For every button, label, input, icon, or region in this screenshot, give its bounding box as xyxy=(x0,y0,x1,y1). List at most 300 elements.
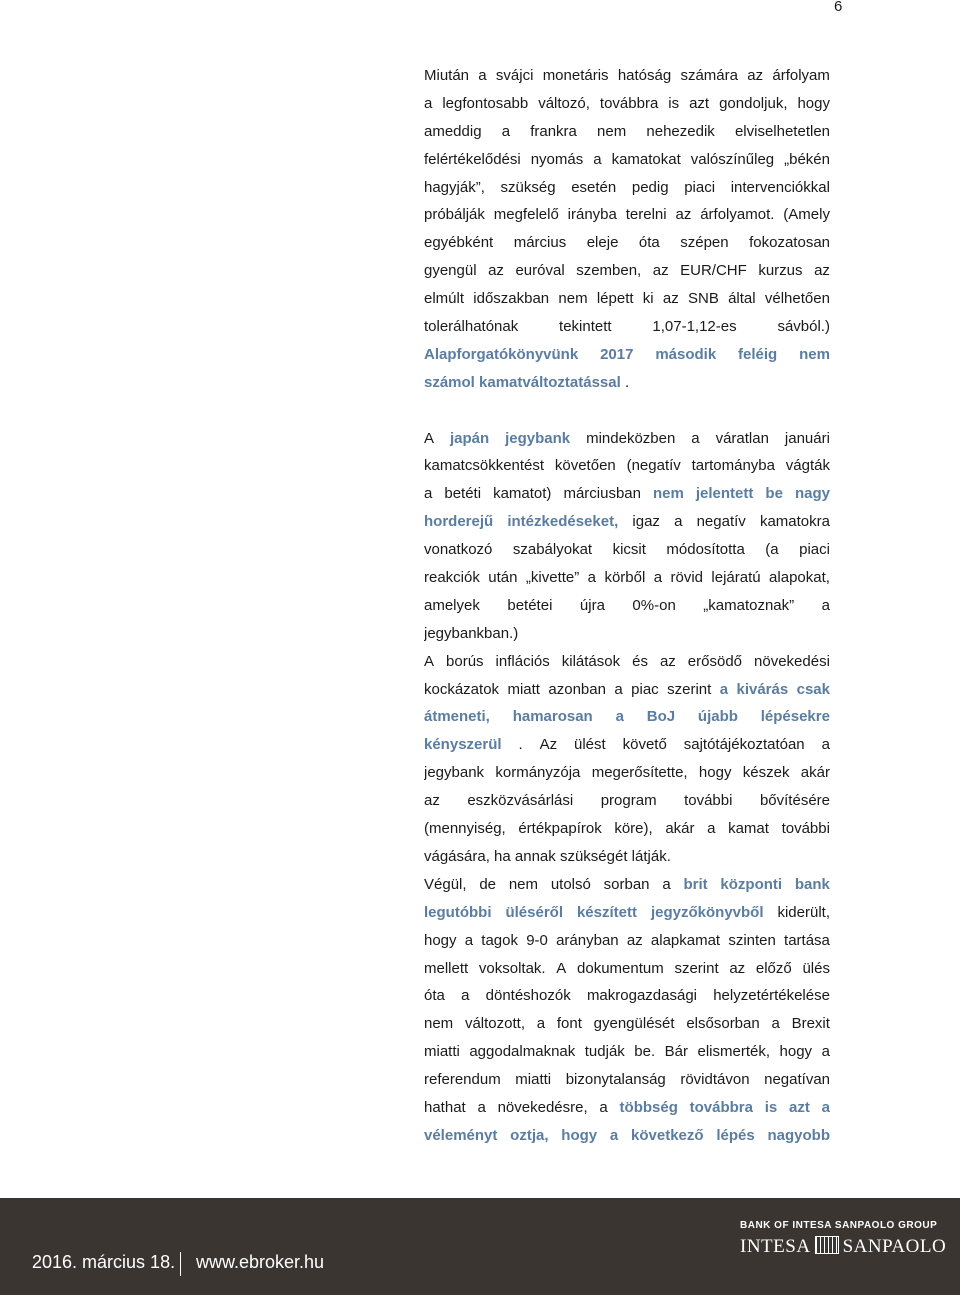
word: a xyxy=(707,820,716,838)
text-line xyxy=(424,1038,830,1066)
highlighted-word: továbbra xyxy=(689,1098,753,1116)
highlighted-word: a xyxy=(609,1126,619,1144)
word: A xyxy=(424,652,435,670)
highlighted-word: véleményt xyxy=(424,1126,498,1144)
word: kiderült, xyxy=(777,903,830,921)
word: előző xyxy=(755,959,792,977)
word: hagyják”, xyxy=(424,178,485,196)
word: miatti xyxy=(424,1043,460,1061)
highlighted-word: jelentett xyxy=(695,485,754,503)
word: voksoltak. xyxy=(478,959,546,977)
word: hogy xyxy=(779,1043,813,1061)
text-line xyxy=(424,174,830,202)
text-line xyxy=(424,787,830,815)
article-body xyxy=(424,62,830,1150)
word: sávból.) xyxy=(777,318,830,336)
word: a xyxy=(501,122,511,140)
text-line xyxy=(424,285,830,313)
word: bővítésére xyxy=(759,792,830,810)
word: SNB xyxy=(687,290,719,308)
word: A xyxy=(424,429,435,447)
word: 1,07-1,12-es xyxy=(652,318,737,336)
word: számára xyxy=(680,67,738,84)
word: svájci xyxy=(495,67,534,84)
word: Végül, xyxy=(424,875,467,893)
word: a xyxy=(653,569,663,587)
word: (negatív xyxy=(626,457,681,475)
word: által xyxy=(728,290,756,308)
word: alapkamat xyxy=(650,931,721,949)
page-number: 6 xyxy=(834,0,843,15)
text-line xyxy=(424,564,830,592)
word: a xyxy=(593,150,602,168)
text-line xyxy=(424,759,830,787)
word: és xyxy=(632,652,648,670)
word: fokozatosan xyxy=(749,234,830,252)
word: a xyxy=(691,429,700,447)
intesa-sanpaolo-logo xyxy=(740,1236,946,1258)
highlighted-word: oztja, xyxy=(510,1126,549,1144)
word: kormányzója xyxy=(495,764,581,782)
text-line xyxy=(424,1010,830,1038)
word: font xyxy=(556,1015,582,1033)
word: látják. xyxy=(631,847,671,865)
text-line xyxy=(424,620,830,648)
highlighted-word: üléséről xyxy=(505,903,563,921)
word: elmúlt xyxy=(424,290,465,308)
highlighted-word: legutóbbi xyxy=(424,903,492,921)
highlighted-word: nagy xyxy=(794,485,830,503)
highlighted-word: bank xyxy=(794,875,830,893)
highlighted-word: hamarosan xyxy=(512,708,593,726)
word: Az xyxy=(539,736,558,754)
word: nehezedik xyxy=(646,122,715,140)
word: gyengülését xyxy=(593,1015,675,1033)
text-line xyxy=(424,146,830,174)
highlighted-word: számol xyxy=(424,373,475,391)
word: ki xyxy=(642,290,654,308)
highlighted-word: csak xyxy=(796,680,830,698)
highlighted-word: jegybank xyxy=(505,429,571,447)
word: alapokat, xyxy=(769,569,830,587)
highlighted-word: is xyxy=(764,1098,778,1116)
word: növekedési xyxy=(754,652,830,670)
word: akár xyxy=(665,820,695,838)
word: piaci xyxy=(684,178,716,196)
word: amelyek xyxy=(424,596,480,614)
text-line xyxy=(424,927,830,955)
word: mindeközben xyxy=(586,429,676,447)
word: nem xyxy=(597,122,627,140)
word: sorban xyxy=(603,875,650,893)
word: azt xyxy=(689,94,710,112)
highlighted-word: a xyxy=(821,1098,830,1116)
word: hogy xyxy=(797,94,830,112)
highlighted-word: nem xyxy=(653,485,684,503)
word: vágták xyxy=(785,457,830,475)
word: további xyxy=(781,820,830,838)
word: a xyxy=(424,485,433,503)
highlighted-word: hogy xyxy=(561,1126,598,1144)
footer-date: 2016. március 18. xyxy=(32,1252,176,1272)
word: a xyxy=(478,67,487,84)
word: sajtótájékoztatóan xyxy=(683,736,805,754)
word: vágására, xyxy=(424,847,490,865)
text-line xyxy=(424,229,830,257)
word: elviselhetetlen xyxy=(734,122,830,140)
word: ameddig xyxy=(424,122,482,140)
word: nyomás xyxy=(530,150,584,168)
text-line xyxy=(424,536,830,564)
word: megerősítette, xyxy=(591,764,688,782)
word: 9-0 xyxy=(526,931,548,949)
text-line xyxy=(424,899,830,927)
word: a xyxy=(424,94,433,112)
word: „békén xyxy=(784,150,830,168)
word: követő xyxy=(622,736,667,754)
word: a xyxy=(821,596,830,614)
word: kamatokra xyxy=(759,513,830,531)
word: kockázatok xyxy=(424,680,500,698)
word: vélhetően xyxy=(764,290,830,308)
highlighted-word: brit xyxy=(683,875,708,893)
word: szükségét xyxy=(559,847,628,865)
word: lejáratú xyxy=(711,569,761,587)
word: óta xyxy=(424,987,445,1005)
word: árfolyam xyxy=(772,67,830,84)
word: erősödő xyxy=(687,652,743,670)
text-line xyxy=(424,313,830,341)
highlighted-word: 2017 xyxy=(600,345,634,363)
word: . xyxy=(624,373,630,391)
word: változott, xyxy=(464,1015,525,1033)
word: lépett xyxy=(596,290,634,308)
highlighted-word: újabb xyxy=(697,708,738,726)
word: kamat xyxy=(728,820,769,838)
text-line xyxy=(424,452,830,480)
word: 0%-on xyxy=(632,596,676,614)
text-line xyxy=(424,62,830,90)
highlighted-word: lépésekre xyxy=(760,708,830,726)
footer-divider xyxy=(180,1252,181,1276)
word: kilátások xyxy=(561,652,621,670)
word: legfontosabb xyxy=(442,94,529,112)
word: az xyxy=(814,262,830,280)
word: tagok xyxy=(481,931,518,949)
highlighted-word: BoJ xyxy=(646,708,676,726)
word: eleje xyxy=(586,234,619,252)
word: intervenciókkal xyxy=(730,178,830,196)
word: inflációs xyxy=(495,652,550,670)
word: utolsó xyxy=(550,875,591,893)
word: (a xyxy=(765,541,779,559)
word: is xyxy=(668,94,680,112)
footer-website-link[interactable]: www.ebroker.hu xyxy=(196,1252,325,1272)
word: Miután xyxy=(424,67,470,84)
word: váratlan xyxy=(715,429,769,447)
word: szemben, xyxy=(576,262,642,280)
word: szinten xyxy=(728,931,776,949)
word: szabályokat xyxy=(512,541,593,559)
word: árfolyamot. xyxy=(700,206,775,224)
word: elismerték, xyxy=(697,1043,771,1061)
text-line xyxy=(424,731,830,759)
word: monetáris xyxy=(542,67,609,84)
word: növekedésre, xyxy=(497,1098,588,1116)
highlighted-word: jegyzőkönyvből xyxy=(650,903,764,921)
word: tartása xyxy=(784,931,830,949)
word: kamatot) xyxy=(493,485,552,503)
word: program xyxy=(600,792,657,810)
word: a xyxy=(771,1015,780,1033)
word: március xyxy=(513,234,567,252)
page-footer xyxy=(0,1198,960,1295)
highlighted-word: a xyxy=(615,708,624,726)
word: piaci xyxy=(799,541,830,559)
highlighted-word: nem xyxy=(799,345,830,363)
word: betétei xyxy=(507,596,553,614)
word: akár xyxy=(800,764,830,782)
text-line xyxy=(424,871,830,899)
word: dokumentum xyxy=(577,959,664,977)
word: megfelelő xyxy=(493,206,559,224)
word: az xyxy=(652,262,669,280)
word: reakciók xyxy=(424,569,480,587)
word: a xyxy=(587,569,597,587)
word: a xyxy=(674,513,683,531)
word: Brexit xyxy=(791,1015,830,1033)
word: nem xyxy=(558,290,588,308)
highlighted-word: be xyxy=(765,485,783,503)
highlighted-word: kivárás xyxy=(736,680,789,698)
text-line xyxy=(424,1094,830,1122)
text-line xyxy=(424,676,830,704)
word: készek xyxy=(742,764,790,782)
paragraph-gap xyxy=(424,397,830,425)
highlighted-word: lépés xyxy=(716,1126,755,1144)
highlighted-word: központi xyxy=(720,875,783,893)
word: „kivette” xyxy=(525,569,580,587)
highlighted-word: kényszerül xyxy=(424,736,502,754)
text-line xyxy=(424,815,830,843)
text-line xyxy=(424,508,830,536)
word: tolerálhatónak xyxy=(424,318,519,336)
text-line xyxy=(424,1122,830,1150)
word: de xyxy=(479,875,497,893)
text-line xyxy=(424,648,830,676)
word: bizonytalanság xyxy=(565,1071,666,1089)
text-line xyxy=(424,369,830,397)
word: nem xyxy=(508,875,539,893)
word: euróval xyxy=(515,262,565,280)
word: újra xyxy=(579,596,605,614)
word: felértékelődési xyxy=(424,150,521,168)
word: időszakban xyxy=(473,290,550,308)
word: annak xyxy=(514,847,556,865)
word: A xyxy=(556,959,567,977)
text-line xyxy=(424,118,830,146)
word: be. xyxy=(634,1043,656,1061)
word: a xyxy=(821,736,830,754)
word: kurzus xyxy=(758,262,803,280)
word: hathat xyxy=(424,1098,466,1116)
word: hogy xyxy=(698,764,732,782)
word: köre), xyxy=(614,820,653,838)
word: szépen xyxy=(680,234,729,252)
word: EUR/CHF xyxy=(680,262,747,280)
word: módosította xyxy=(666,541,745,559)
highlighted-word: feléig xyxy=(738,345,778,363)
word: makrogazdasági xyxy=(586,987,697,1005)
word: a xyxy=(464,931,474,949)
highlighted-word: horderejű xyxy=(424,513,494,531)
word: szerint xyxy=(674,959,719,977)
word: ülést xyxy=(574,736,606,754)
word: gondoljuk, xyxy=(719,94,788,112)
word: piac xyxy=(631,680,659,698)
text-line xyxy=(424,955,830,983)
word: jegybank xyxy=(424,764,485,782)
word: tartományba xyxy=(691,457,775,475)
word: hogy xyxy=(424,931,457,949)
word: Bár xyxy=(664,1043,688,1061)
word: nem xyxy=(424,1015,454,1033)
word: a xyxy=(599,1098,608,1116)
word: az xyxy=(424,792,440,810)
word: (Amely xyxy=(783,206,830,224)
word: az xyxy=(659,652,676,670)
word: referendum xyxy=(424,1071,501,1089)
text-line xyxy=(424,592,830,620)
text-line xyxy=(424,843,830,871)
word: eszközvásárlási xyxy=(467,792,574,810)
word: ülés xyxy=(802,959,830,977)
text-line xyxy=(424,1066,830,1094)
word: követően xyxy=(554,457,616,475)
highlighted-word: a xyxy=(719,680,729,698)
word: a xyxy=(821,1043,830,1061)
word: továbbra xyxy=(599,94,659,112)
text-line xyxy=(424,341,830,369)
text-line xyxy=(424,703,830,731)
word: negatívan xyxy=(764,1071,830,1089)
word: terelni xyxy=(625,206,667,224)
word: elsősorban xyxy=(686,1015,760,1033)
word: a xyxy=(461,987,470,1005)
word: óta xyxy=(638,234,660,252)
word: egyébként xyxy=(424,234,494,252)
word: esetén xyxy=(571,178,617,196)
word: miatti xyxy=(515,1071,552,1089)
highlighted-word: intézkedéseket, xyxy=(507,513,619,531)
bank-group-label: BANK OF INTESA SANPAOLO GROUP xyxy=(740,1220,938,1231)
text-line xyxy=(424,201,830,229)
word: körből xyxy=(604,569,646,587)
word: frankra xyxy=(530,122,577,140)
highlighted-word: átmeneti, xyxy=(424,708,490,726)
text-line xyxy=(424,425,830,453)
word: aggodalmaknak xyxy=(469,1043,576,1061)
word: arányban xyxy=(556,931,619,949)
word: rövidtávon xyxy=(680,1071,750,1089)
word: vonatkozó xyxy=(424,541,493,559)
word: a xyxy=(662,875,671,893)
word: (mennyiség, xyxy=(424,820,506,838)
logo-text-right: SANPAOLO xyxy=(842,1236,947,1257)
word: betéti xyxy=(444,485,482,503)
word: szükség xyxy=(500,178,556,196)
word: tekintett xyxy=(559,318,612,336)
word: azonban xyxy=(548,680,606,698)
word: jegybankban.) xyxy=(424,624,519,642)
highlighted-word: nagyobb xyxy=(767,1126,830,1144)
word: után xyxy=(488,569,518,587)
word: gyengül xyxy=(424,262,477,280)
word: mellett xyxy=(424,959,469,977)
word: helyzetértékelése xyxy=(713,987,830,1005)
word: változó, xyxy=(538,94,590,112)
word: próbálják xyxy=(424,206,485,224)
highlighted-word: Alapforgatókönyvünk xyxy=(424,345,579,363)
word: a xyxy=(477,1098,486,1116)
word: márciusban xyxy=(563,485,641,503)
word: . xyxy=(518,736,523,754)
word: az xyxy=(747,67,764,84)
word: rövid xyxy=(670,569,703,587)
word: igaz xyxy=(632,513,660,531)
word: döntéshozók xyxy=(485,987,571,1005)
word: értékpapírok xyxy=(518,820,602,838)
word: további xyxy=(684,792,733,810)
text-line xyxy=(424,982,830,1010)
logo-mark-icon xyxy=(815,1236,839,1254)
word: kicsit xyxy=(612,541,646,559)
highlighted-word: többség xyxy=(619,1098,678,1116)
word: az xyxy=(729,959,746,977)
text-line xyxy=(424,480,830,508)
word: az xyxy=(488,262,504,280)
word: negatív xyxy=(696,513,746,531)
text-line xyxy=(424,257,830,285)
word: irányba xyxy=(567,206,617,224)
word: az xyxy=(675,206,692,224)
word: a xyxy=(614,680,623,698)
word: tudják xyxy=(584,1043,625,1061)
word: kamatcsökkentést xyxy=(424,457,545,475)
word: „kamatoznak” xyxy=(703,596,795,614)
word: hatóság xyxy=(617,67,672,84)
highlighted-word: kamatváltoztatással xyxy=(479,373,621,391)
word: az xyxy=(626,931,643,949)
highlighted-word: készített xyxy=(576,903,637,921)
logo-text-left: INTESA xyxy=(740,1236,811,1257)
word: miatt xyxy=(507,680,540,698)
highlighted-word: második xyxy=(655,345,717,363)
text-line xyxy=(424,90,830,118)
word: kamatokat xyxy=(611,150,681,168)
highlighted-word: következő xyxy=(631,1126,704,1144)
word: borús xyxy=(446,652,484,670)
word: az xyxy=(662,290,679,308)
word: ha xyxy=(494,847,511,865)
highlighted-word: japán xyxy=(449,429,490,447)
word: a xyxy=(536,1015,546,1033)
word: januári xyxy=(784,429,830,447)
word: szerint xyxy=(667,680,712,698)
highlighted-word: azt xyxy=(789,1098,810,1116)
word: pedig xyxy=(631,178,669,196)
word: valószínűleg xyxy=(690,150,775,168)
